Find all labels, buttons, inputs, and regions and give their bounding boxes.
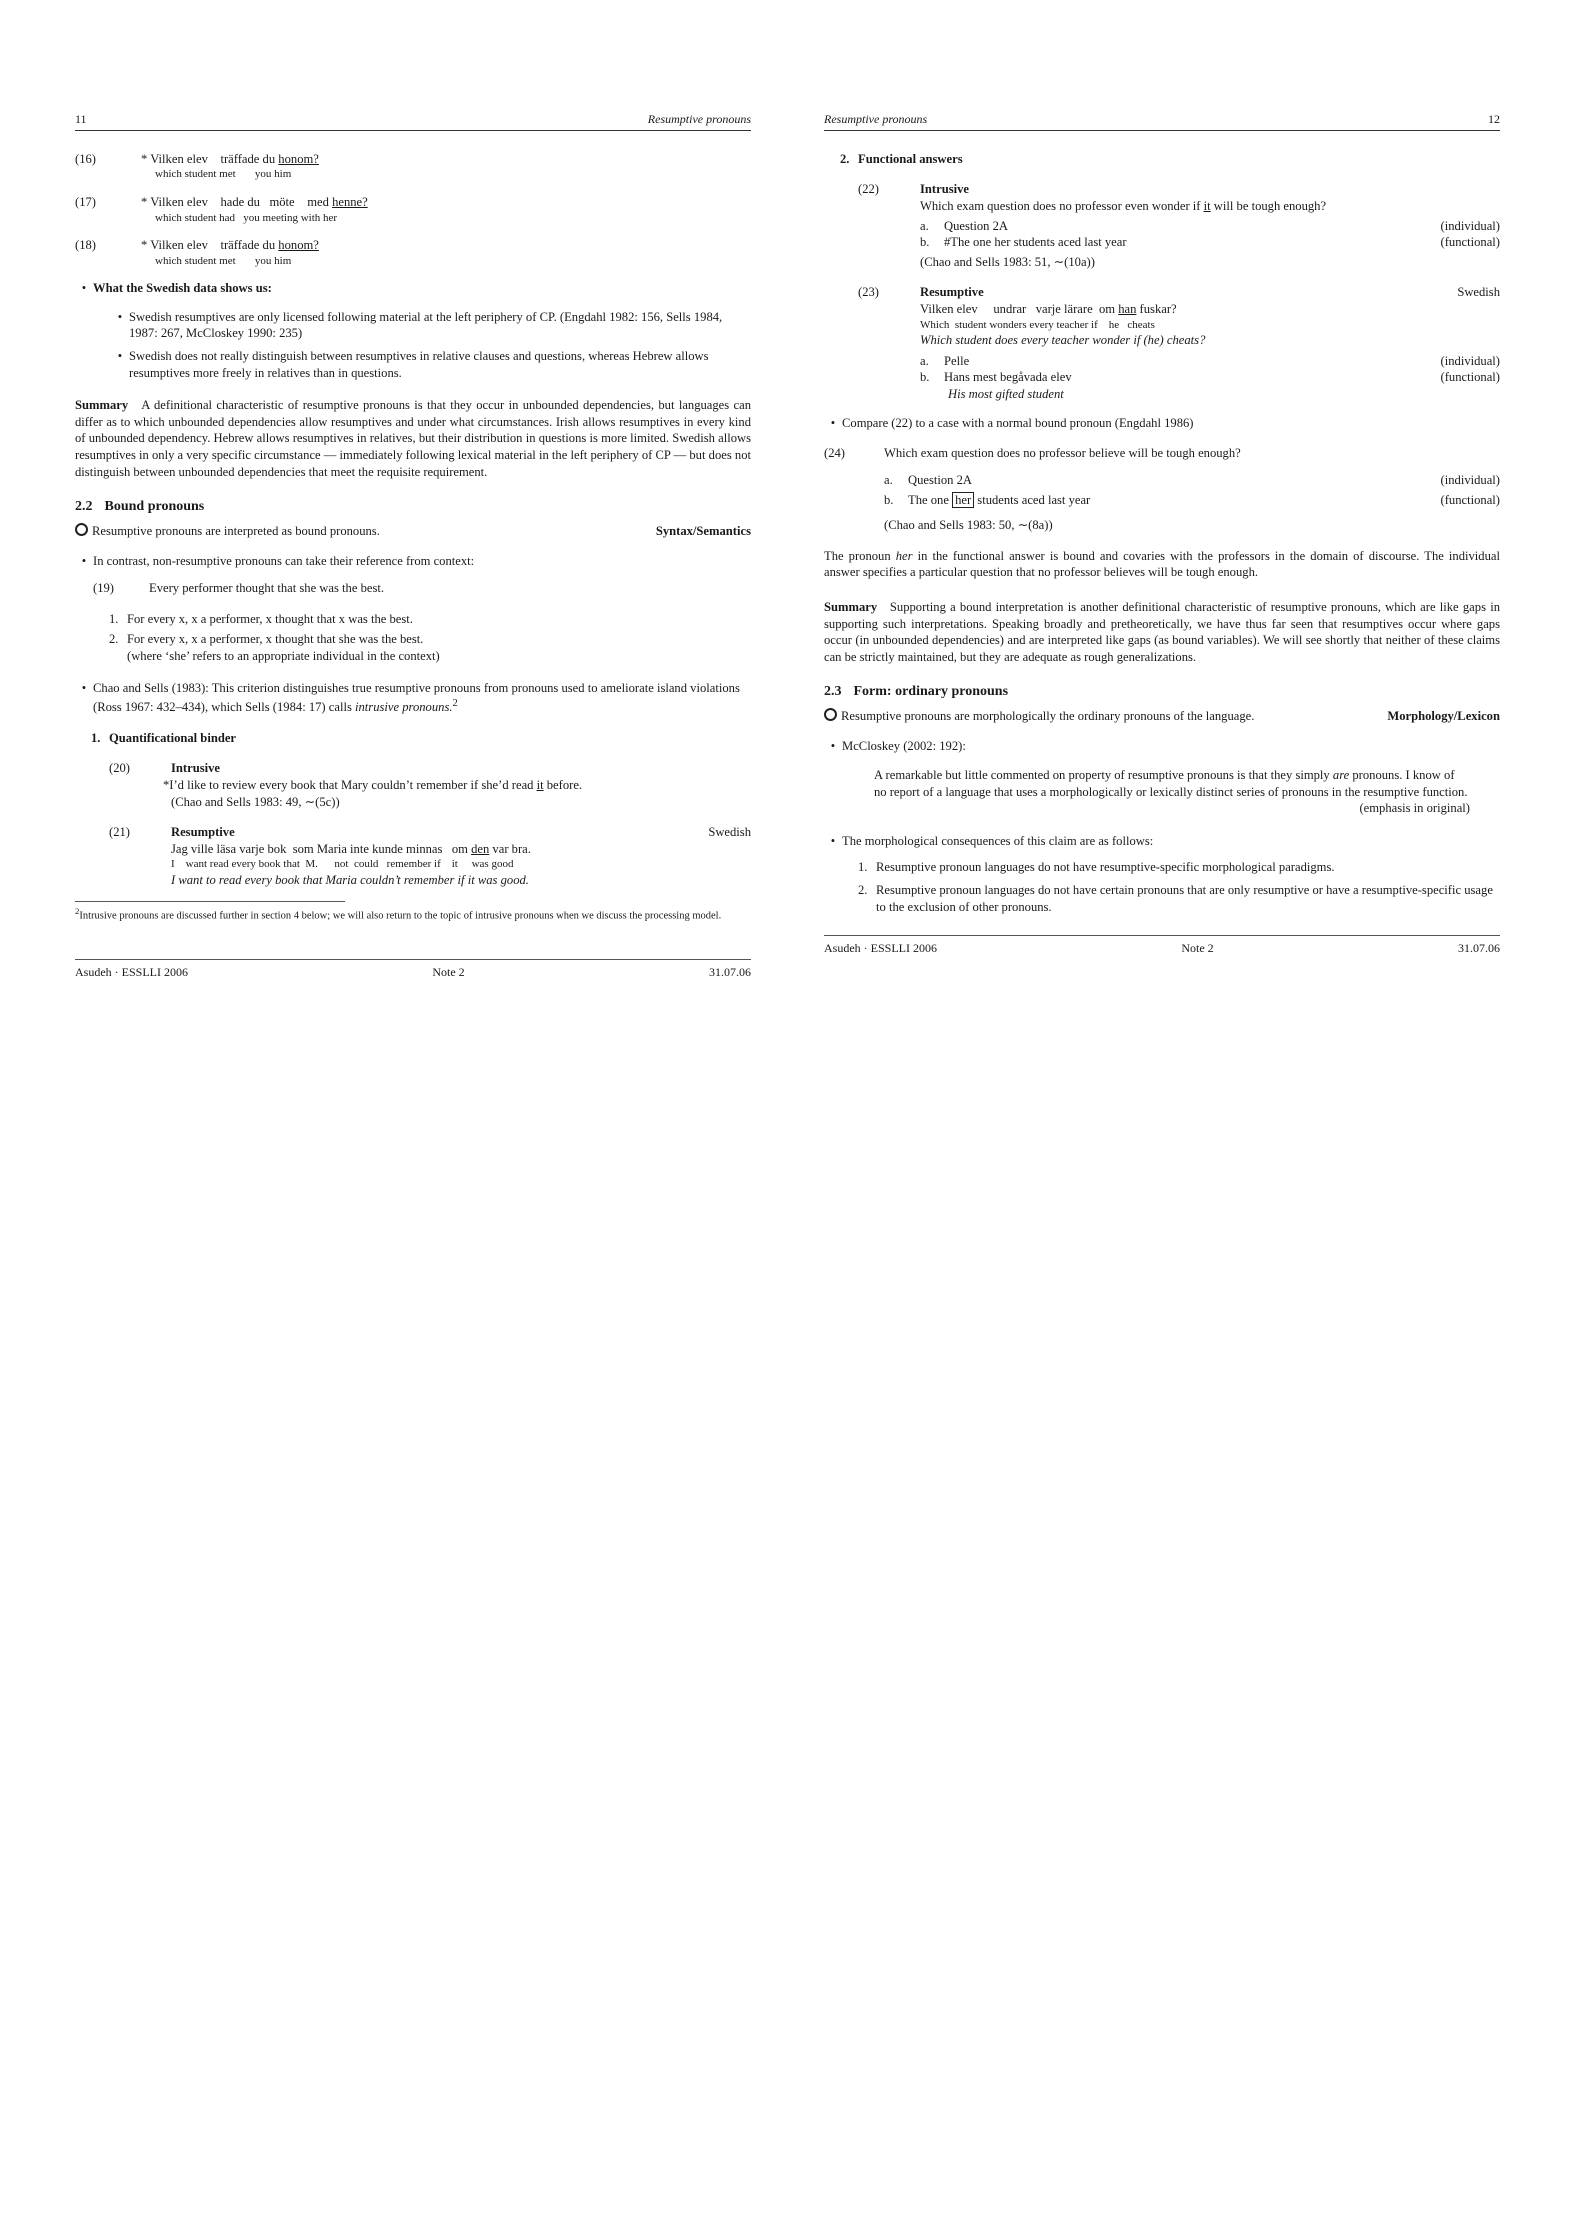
list-item: 1. For every x, x a performer, x thought that x was the best. [109,611,413,626]
block-quote: A remarkable but little commented on property of resumptive pronouns is that they simply are pronouns. I know of no report of a language that uses a morphologically or lexically distinct series of pronouns in the resumptive function. (emphasis in original) [874,768,1470,816]
circle-bullet-icon [824,708,837,721]
claim-tag: Syntax/Semantics [655,523,751,538]
example-17: (17) * Vilken elev hade du möte med henne? which student had you meeting with her [75,194,368,224]
compare-bullet: • Compare (22) to a case with a normal bound pronoun (Engdahl 1986) [830,415,1194,430]
page-right [824,112,1500,957]
list-item: • Swedish resumptives are only licensed following material at the left periphery of CP. (Engdahl 1982: 156, Sells 1984, 1987: 267, McCloskey 1990: 235) [117,309,723,341]
morph-bullet: • The morphological consequences of this claim are as follows: [830,833,1154,848]
list-item: 2. Resumptive pronoun languages do not have certain pronouns that are only resumptive or have a resumptive-specific usage to the exclusion of other pronouns. [858,883,1493,914]
footnote: $^2$Intrusive pronouns are discussed further in section 4 below; we will also return to the topic of intrusive pronouns when we discuss the processing model. [75,901,751,923]
claim-tag: Morphology/Lexicon [1387,708,1500,723]
language-tag: Swedish [1457,285,1500,300]
running-title: Resumptive pronouns [647,112,751,126]
example-22: (22) Intrusive Which exam question does no professor even wonder if it will be tough enough? a. Question 2A (individual) b. #The one her students aced last year (functional) (Chao and Sells 1983: 51, ∼(10a)) [858,182,1500,269]
quant-item: 1. Quantificational binder [91,730,237,745]
page-number: 11 [75,112,87,126]
page-footer: Asudeh · ESSLLI 2006 Note 2 31.07.06 [824,935,1500,957]
example-16: (16) * Vilken elev träffade du honom? which student met you him [75,151,319,181]
circle-bullet-icon [75,523,88,536]
example-23: (23) Resumptive Swedish Vilken elev undrar varje lärare om han fuskar? Which student wonders every teacher if he cheats Which student does every teacher wonder if (he) cheats? a. Pelle (individual) b. Hans mest begåvada elev (functional) His most gifted student [858,285,1500,402]
summary-paragraph: Summary A definitional characteristic of resumptive pronouns is that they occur in unbounded dependencies, but languages can differ as to which unbounded dependencies allow resumptives and under what circumstances. Irish allows resumptives in every kind of unbounded dependency. Hebrew allows resumptives in relatives, but their distribution in questions is more limited. Swedish allows resumptives in only a very specific circumstance — immediately following lexical material in the left periphery of CP — but does not distinguish between unbounded dependencies that meet the requisite requirement. [75,398,751,479]
section-heading: 2.3 Form: ordinary pronouns [824,684,1009,700]
summary-paragraph: Summary Supporting a bound interpretation is another definitional characteristic of resumptive pronouns, which are like gaps in supporting such interpretations. Speaking broadly and pretheoretically, we have thus far seen that resumptives occur where gaps occur (in unbounded dependencies) and are interpreted like gaps (as bound variables). We will see shortly that neither of these claims can be strictly maintained, but they are adequate as rough generalizations. [824,599,1500,664]
example-18: (18) * Vilken elev träffade du honom? which student met you him [75,238,319,267]
functional-item: 2. Functional answers [840,151,963,166]
mccloskey-bullet: • McCloskey (2002: 192): [830,739,966,754]
list-item: 1. Resumptive pronoun languages do not have resumptive-specific morphological paradigms. [858,860,1335,875]
page-left [75,112,751,981]
section-heading: 2.2 Bound pronouns [75,499,205,515]
boxed-pronoun: her [952,492,974,508]
language-tag: Swedish [708,825,751,840]
page-number: 12 [1488,112,1500,126]
running-title: Resumptive pronouns [824,112,928,126]
example-number: (16) [75,151,96,166]
example-21: (21) Resumptive Swedish Jag ville läsa varje bok som Maria inte kunde minnas om den var bra. I want read every book that M. not could remember if it was good I want to read every book that Maria couldn’t remember if it was good. [109,825,751,887]
example-number: (18) [75,238,96,253]
example-19-readings [75,611,751,665]
example-20: (20) Intrusive *I’d like to review every book that Mary couldn’t remember if she’d read it before. (Chao and Sells 1983: 49, ∼(5c)) [109,761,583,809]
chao-bullet: • Chao and Sells (1983): This criterion distinguishes true resumptive pronouns from pronouns used to ameliorate island violations (Ross 1967: 432–434), which Sells (1984: 17) calls intrusive pronouns.$^2$ [81,681,740,715]
swedish-heading: • What the Swedish data shows us: [81,281,272,296]
functional-paragraph: The pronoun her in the functional answer is bound and covaries with the professors in the domain of discourse. The individual answer specifies a particular question that no professor believes will be tough enough. [824,548,1500,580]
page-header [824,112,1500,131]
swedish-points [75,309,751,381]
morph-points [824,859,1500,915]
example-24: (24) Which exam question does no professor believe will be tough enough? a. Question 2A (individual) b. The one her students aced last year (functional) (Chao and Sells 1983: 50, ∼(8a)) [824,446,1500,533]
reading-note: (where ‘she’ refers to an appropriate individual in the context) [127,648,440,663]
list-item: 2. For every x, x a performer, x thought that she was the best. [109,632,424,647]
example-number: (17) [75,194,96,209]
example-19: (19) Every performer thought that she was the best. [93,580,385,595]
contrast-bullet: • In contrast, non-resumptive pronouns can take their reference from context: [81,554,475,569]
page-header [75,112,751,131]
claim-row: Resumptive pronouns are interpreted as bound pronouns. Syntax/Semantics [75,523,751,540]
list-item: • Swedish does not really distinguish between resumptives in relative clauses and questions, whereas Hebrew allows resumptives more freely in relatives than in questions. [117,349,709,380]
page-footer: Asudeh · ESSLLI 2006 Note 2 31.07.06 [75,959,751,981]
claim-row: Resumptive pronouns are morphologically the ordinary pronouns of the language. Morphology/Lexicon [824,708,1500,725]
